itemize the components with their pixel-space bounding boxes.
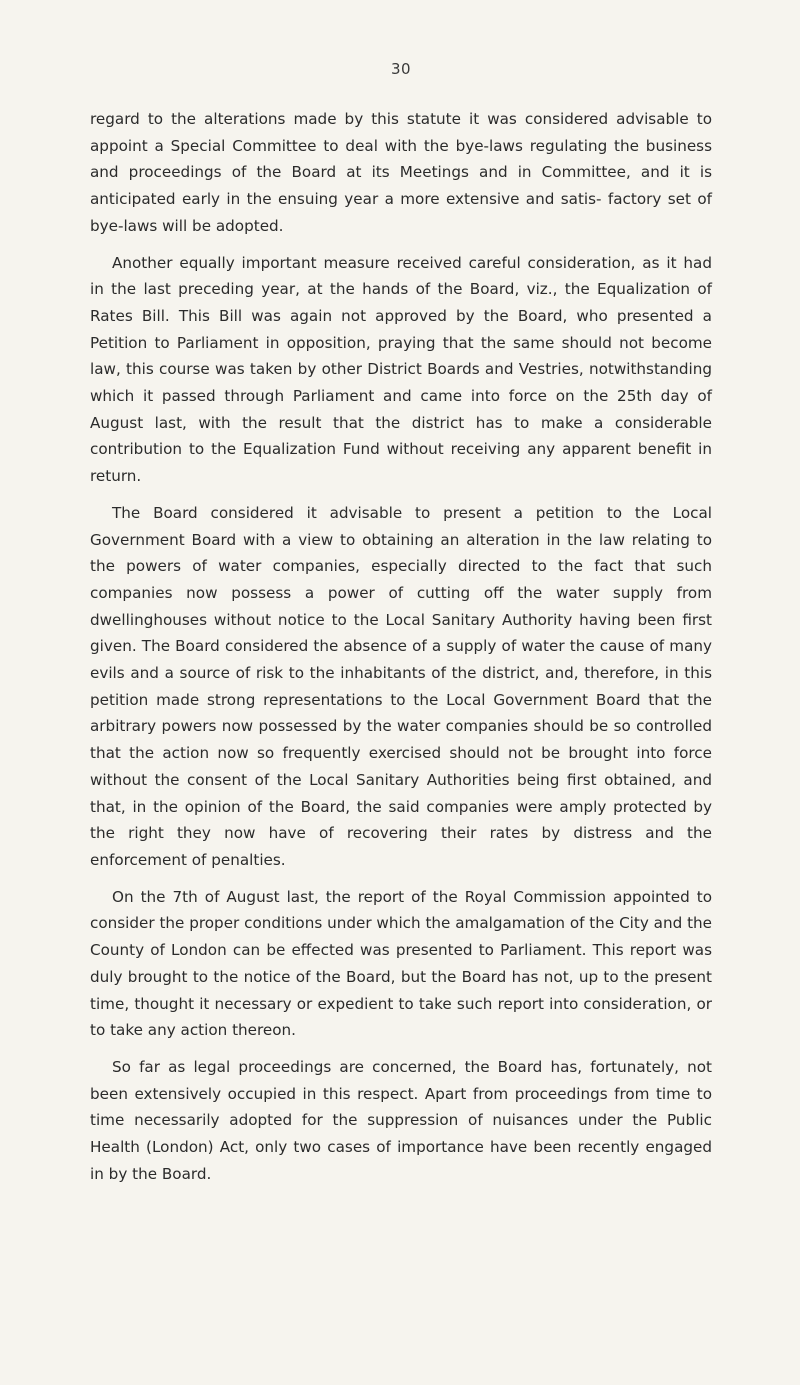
paragraph-legal-proceedings: So far as legal proceedings are concerned, the Board has, fortunately, not been extensively occupied in this respect. Apart from proceedings from time to time necessarily adopted for the suppression of nuisances under the Public Health (London) Act, only two cases of importance have been recently engaged in by the Board. <box>90 1057 712 1183</box>
paragraph-bye-laws: regard to the alterations made by this statute it was considered advisable to appoint a Special Committee to deal with the bye-laws regulating the business and proceedings of the Board at its Meetings and in Committee, and it is anticipated early in the ensuing year a more extensive and satis- factory set of bye-laws will be adopted. <box>90 110 712 235</box>
paragraph-royal-commission: On the 7th of August last, the report of the Royal Commission appointed to consider the proper conditions under which the amalgamation of the City and the County of London can be effected was presented to Parliament. This report was duly brought to the notice of the Board, but the Board has not, up to the present time, thought it necessary or expedient to take such report into consideration, or to take any action thereon. <box>90 887 712 1040</box>
page-number: 30 <box>390 60 412 78</box>
paragraph-equalization-of-rates: Another equally important measure received careful consideration, as it had in the last preceding year, at the hands of the Board, viz., the Equalization of Rates Bill. This Bill was again not approved by the Board, who presented a Petition to Parliament in opposition, praying that the same should not become law, this course was taken by other District Boards and Vestries, notwithstanding which it passed through Parliament and came into force on the 25th day of August last, with the result that the district has to make a considerable contribution to the Equalization Fund without receiving any apparent benefit in return. <box>90 253 712 486</box>
paragraph-water-companies-petition: The Board considered it advisable to present a petition to the Local Government Board with a view to obtaining an alteration in the law relating to the powers of water companies, especially directed to the fact that such companies now possess a power of cutting off the water supply from dwellinghouses without notice to the Local Sanitary Authority having been first given. The Board considered the absence of a supply of water the cause of many evils and a source of risk to the inhabitants of the district, and, therefore, in this petition made strong representations to the Local Government Board that the arbitrary powers now possessed by the water companies should be so controlled that the action now so frequently exercised should not be brought into force without the consent of the Local Sanitary Authorities being first obtained, and that, in the opinion of the Board, the said companies were amply protected by the right they now have of recovering their rates by distress and the enforcement of penalties. <box>90 503 712 869</box>
